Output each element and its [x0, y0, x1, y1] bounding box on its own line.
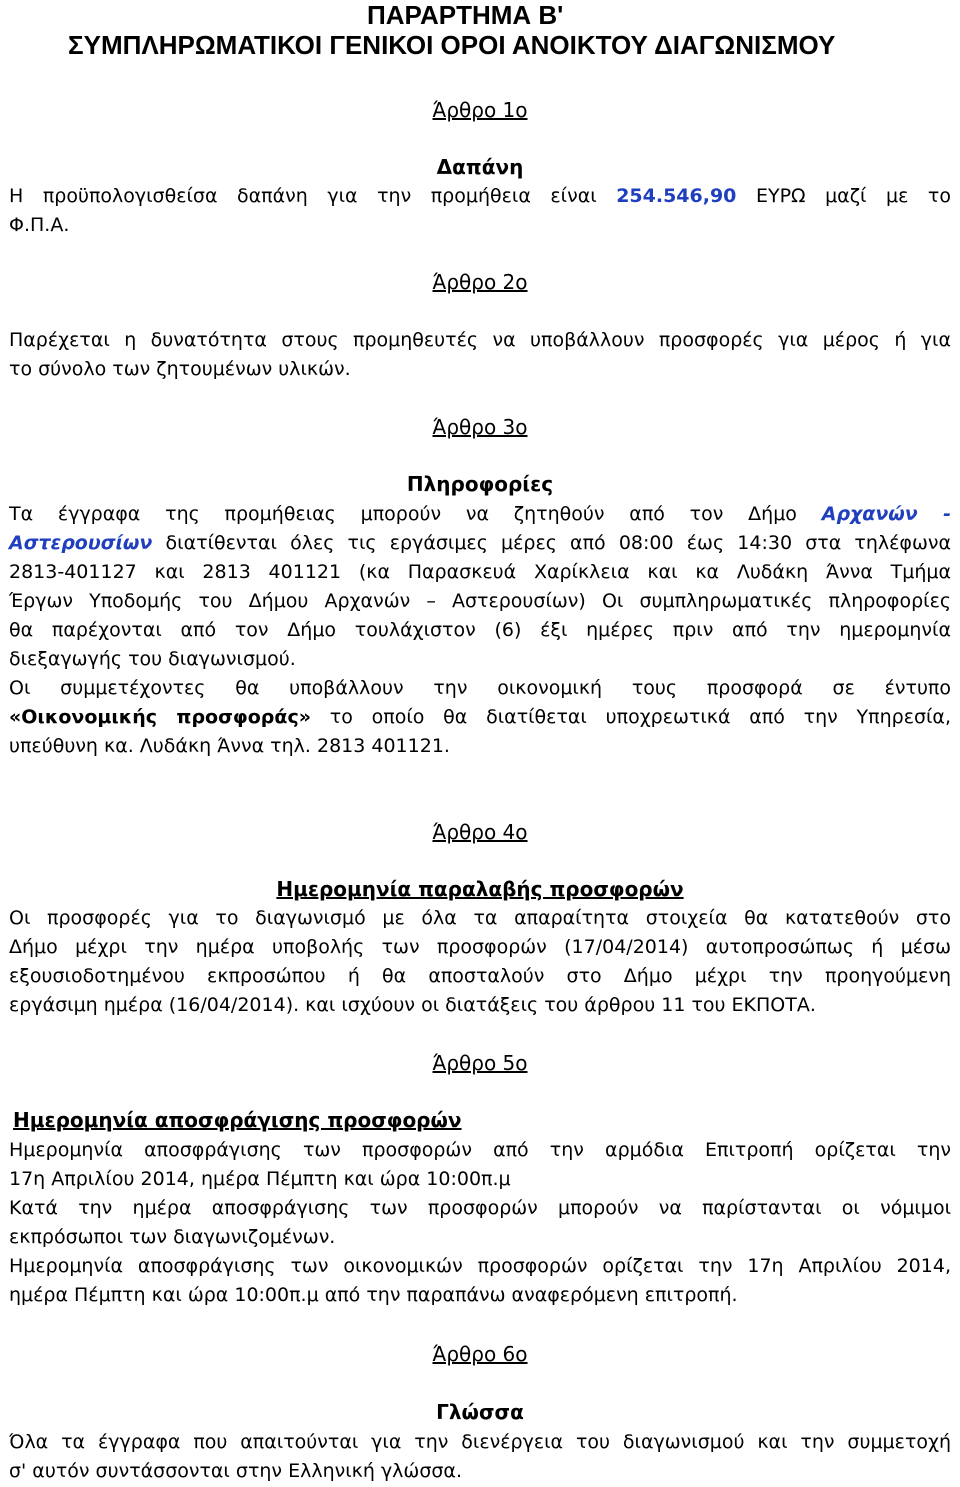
article-3-line-2-text: διατίθενται όλες τις εργάσιμες μέρες από 08:00 έως 14:30 στα τηλέφωνα [165, 532, 951, 554]
article-3-line-2 [9, 529, 951, 558]
document-subtitle: ΣΥΜΠΛΗΡΩΜΑΤΙΚΟΙ ΓΕΝΙΚΟΙ ΟΡΟΙ ΑΝΟΙΚΤΟΥ ΔΙΑΓΩΝΙΣΜΟΥ [68, 30, 836, 60]
article-3-line-9: υπεύθυνη κα. Λυδάκη Άννα τηλ. 2813 401121. [9, 735, 450, 757]
article-1-heading: Δαπάνη [436, 155, 524, 179]
article-3-line-4: Έργων Υποδομής του Δήμου Αρχανών – Αστερουσίων) Οι συμπληρωματικές πληροφορίες [9, 590, 951, 612]
article-6-line-2: σ' αυτόν συντάσσονται στην Ελληνική γλώσσα. [9, 1460, 462, 1482]
article-6-line-1: Όλα τα έγγραφα που απαιτούνται για την διενέργεια του διαγωνισμού και την συμμετοχή [9, 1431, 951, 1453]
article-4-line-3: εξουσιοδοτημένου εκπροσώπου ή θα αποσταλούν στο Δήμο μέχρι την προηγούμενη [9, 965, 951, 987]
article-1-text-post: ΕΥΡΩ μαζί με το [755, 185, 951, 207]
article-3-line-3: 2813-401127 και 2813 401121 (κα Παρασκευά Χαρίκλεια και κα Λυδάκη Άννα Τμήμα [9, 561, 951, 583]
article-3-line-1 [9, 500, 951, 529]
article-5-title: Άρθρο 5ο [432, 1051, 528, 1075]
article-5-line-1: Ημερομηνία αποσφράγισης των προσφορών από την αρμόδια Επιτροπή ορίζεται την [9, 1139, 951, 1161]
article-3-line-7: Οι συμμετέχοντες θα υποβάλλουν την οικονομική τους προσφορά σε έντυπο [9, 677, 951, 699]
article-3-line-1-text: Τα έγγραφα της προμήθειας μπορούν να ζητηθούν από τον Δήμο [9, 503, 797, 525]
article-5-line-5: Ημερομηνία αποσφράγισης των οικονομικών προσφορών ορίζεται την 17η Απριλίου 2014, [9, 1255, 951, 1277]
article-3-line-6: διεξαγωγής του διαγωνισμού. [9, 648, 296, 670]
article-1-line-1 [9, 182, 951, 211]
article-5-line-3: Κατά την ημέρα αποσφράγισης των προσφορών μπορούν να παρίστανται οι νόμιμοι [9, 1197, 951, 1219]
article-3-line-8-text: το οποίο θα διατίθεται υποχρεωτικά από την Υπηρεσία, [329, 706, 951, 728]
article-2-line-1: Παρέχεται η δυνατότητα στους προμηθευτές να υποβάλλουν προσφορές για μέρος ή για [9, 329, 951, 351]
budget-amount: 254.546,90 [616, 185, 737, 207]
article-3-title: Άρθρο 3ο [432, 415, 528, 439]
article-1-title: Άρθρο 1ο [432, 98, 528, 122]
municipality-name-part-2: Αστερουσίων [9, 532, 153, 554]
document-title: ΠΑΡΑΡΤΗΜΑ Β' [367, 0, 564, 30]
article-6-heading: Γλώσσα [436, 1400, 524, 1424]
article-1-text-pre: Η προϋπολογισθείσα δαπάνη για την προμήθεια είναι [9, 185, 597, 207]
article-4-line-1: Οι προσφορές για το διαγωνισμό με όλα τα απαραίτητα στοιχεία θα κατατεθούν στο [9, 907, 951, 929]
municipality-name-part-1: Αρχανών - [821, 503, 952, 525]
article-5-line-6: ημέρα Πέμπτη και ώρα 10:00π.μ από την παραπάνω αναφερόμενη επιτροπή. [9, 1284, 738, 1306]
article-4-title: Άρθρο 4ο [432, 820, 528, 844]
article-3-line-5: θα παρέχονται από τον Δήμο τουλάχιστον (6) έξι ημέρες πριν από την ημερομηνία [9, 619, 951, 641]
article-2-line-2: το σύνολο των ζητουμένων υλικών. [9, 358, 351, 380]
article-4-heading: Ημερομηνία παραλαβής προσφορών [276, 877, 684, 901]
article-2-title: Άρθρο 2ο [432, 270, 528, 294]
article-4-line-2: Δήμο μέχρι την ημέρα υποβολής των προσφορών (17/04/2014) αυτοπροσώπως ή μέσω [9, 936, 951, 958]
financial-offer-form-name: «Οικονομικής προσφοράς» [9, 706, 311, 728]
article-4-line-4: εργάσιμη ημέρα (16/04/2014). και ισχύουν οι διατάξεις του άρθρου 11 του ΕΚΠΟΤΑ. [9, 994, 816, 1016]
article-3-heading: Πληροφορίες [406, 472, 554, 496]
article-5-line-2: 17η Απριλίου 2014, ημέρα Πέμπτη και ώρα 10:00π.μ [9, 1168, 511, 1190]
article-6-title: Άρθρο 6ο [432, 1342, 528, 1366]
article-5-heading: Ημερομηνία αποσφράγισης προσφορών [13, 1108, 462, 1132]
article-1-line-2: Φ.Π.Α. [9, 214, 70, 236]
article-5-line-4: εκπρόσωποι των διαγωνιζομένων. [9, 1226, 336, 1248]
article-3-line-8 [9, 703, 951, 732]
